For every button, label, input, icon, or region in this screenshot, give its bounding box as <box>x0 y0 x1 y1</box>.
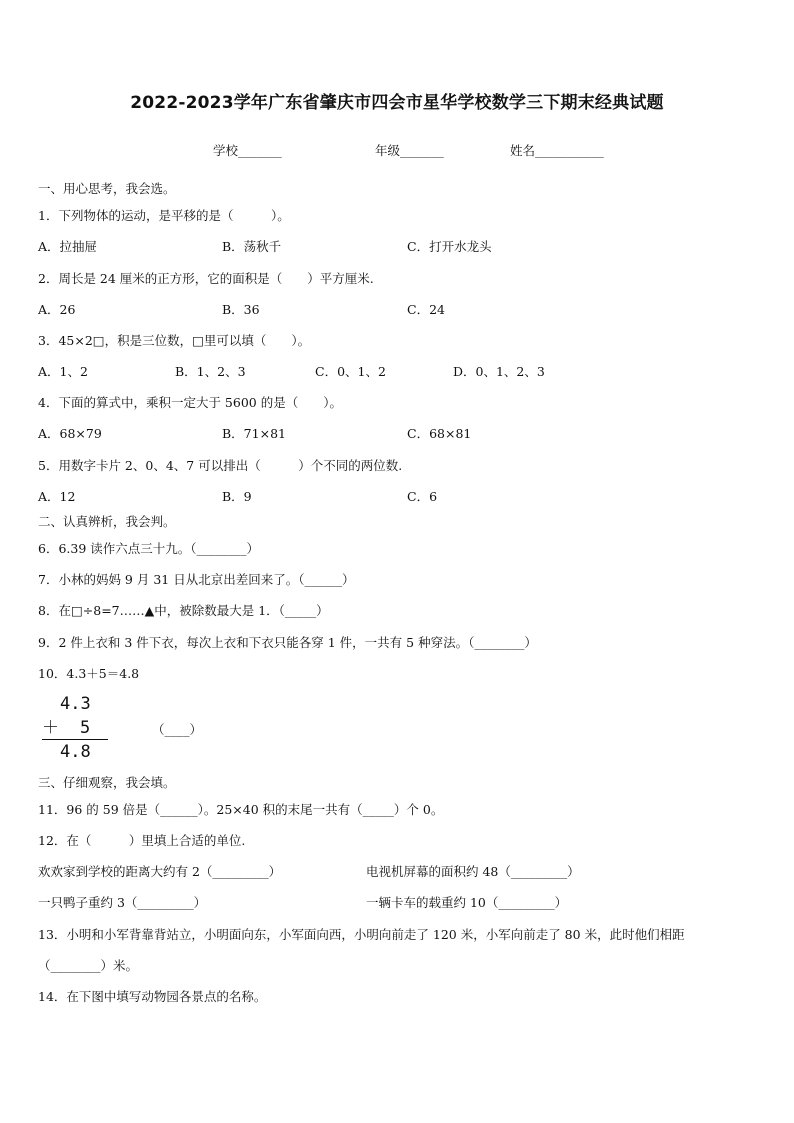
question-8: 8．在□÷8=7……▲中，被除数最大是 1．（_____） <box>38 603 329 618</box>
q12-item-duck-weight: 一只鸭子重约 3（_________） <box>38 895 207 910</box>
question-12: 12．在（ ）里填上合适的单位. <box>38 833 246 848</box>
q12-item-distance: 欢欢家到学校的距离大约有 2（_________） <box>38 864 282 879</box>
q2-option-b: B．36 <box>222 302 260 317</box>
question-3: 3．45×2□，积是三位数，□里可以填（ ）。 <box>38 333 311 348</box>
question-13: 13．小明和小军背靠背站立，小明面向东，小军面向西，小明向前走了 120 米，小军向前走了 80 米，此时他们相距 <box>38 927 685 942</box>
q4-option-c: C．68×81 <box>407 426 472 441</box>
sum-result: 4.8 <box>60 742 91 762</box>
question-14: 14．在下图中填写动物园各景点的名称。 <box>38 989 267 1004</box>
q1-option-a: A．拉抽屉 <box>38 239 98 254</box>
q12-item-screen-area: 电视机屏幕的面积约 48（_________） <box>366 864 580 879</box>
question-13-continued: （________）米。 <box>38 958 139 973</box>
q3-option-a: A．1、2 <box>38 364 88 379</box>
grade-field: 年级_______ <box>375 143 444 158</box>
addend-top: 4.3 <box>60 694 91 714</box>
question-7: 7．小林的妈妈 9 月 31 日从北京出差回来了。（______） <box>38 572 355 587</box>
question-4: 4．下面的算式中，乘积一定大于 5600 的是（ ）。 <box>38 395 342 410</box>
plus-sign: ＋ <box>42 718 59 738</box>
q10-answer-blank: （____） <box>152 722 203 737</box>
school-field: 学校_______ <box>213 143 282 158</box>
q5-option-b: B．9 <box>222 489 252 504</box>
question-6: 6．6.39 读作六点三十九。（________） <box>38 541 260 556</box>
addend-bottom: 5 <box>80 718 91 738</box>
section-heading-3: 三、仔细观察，我会填。 <box>38 775 176 790</box>
section-heading-2: 二、认真辨析，我会判。 <box>38 514 176 529</box>
q2-option-a: A．26 <box>38 302 76 317</box>
q5-option-c: C．6 <box>407 489 438 504</box>
page-title: 2022-2023学年广东省肇庆市四会市星华学校数学三下期末经典试题 <box>130 93 664 113</box>
question-5: 5．用数字卡片 2、0、4、7 可以排出（ ）个不同的两位数. <box>38 458 403 473</box>
section-heading-1: 一、用心思考，我会选。 <box>38 181 176 196</box>
q4-option-a: A．68×79 <box>38 426 102 441</box>
q2-option-c: C．24 <box>407 302 445 317</box>
q3-option-d: D．0、1、2、3 <box>453 364 545 379</box>
question-10: 10．4.3＋5＝4.8 <box>38 666 140 681</box>
question-11: 11．96 的 59 倍是（______）。25×40 积的末尾一共有（_____）个 0。 <box>38 802 444 817</box>
q5-option-a: A．12 <box>38 489 76 504</box>
question-1: 1．下列物体的运动，是平移的是（ ）。 <box>38 208 290 223</box>
q12-item-truck-load: 一辆卡车的载重约 10（_________） <box>366 895 568 910</box>
question-9: 9．2 件上衣和 3 件下衣，每次上衣和下衣只能各穿 1 件，一共有 5 种穿法。（________） <box>38 635 537 650</box>
question-2: 2．周长是 24 厘米的正方形，它的面积是（ ）平方厘米. <box>38 271 374 286</box>
name-field: 姓名___________ <box>510 143 604 158</box>
q4-option-b: B．71×81 <box>222 426 286 441</box>
q1-option-b: B．荡秋千 <box>222 239 282 254</box>
q1-option-c: C．打开水龙头 <box>407 239 492 254</box>
q3-option-c: C．0、1、2 <box>315 364 386 379</box>
q3-option-b: B．1、2、3 <box>175 364 246 379</box>
